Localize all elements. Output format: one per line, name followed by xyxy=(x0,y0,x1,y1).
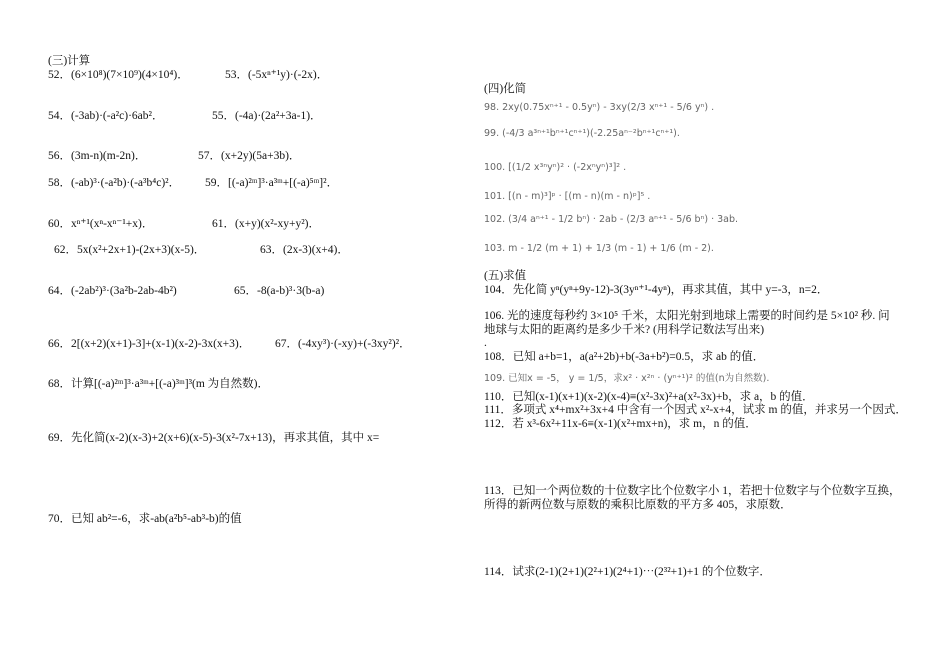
question-112: 112．若 x³-6x²+11x-6≡(x-1)(x²+mx+n)，求 m，n 的值． xyxy=(484,418,757,430)
question-57: 57．(x+2y)(5a+3b)． xyxy=(198,150,301,162)
question-109: 109. 已知x = -5， y = 1/5，求x² · x²ⁿ · (yⁿ⁺¹)² 的值(n为自然数). xyxy=(484,373,770,384)
question-64: 64．(-2ab²)³·(3a²b-2ab-4b²) xyxy=(48,285,177,297)
question-62: 62．5x(x²+2x+1)-(2x+3)(x-5)． xyxy=(54,244,206,256)
question-113-line1: 113．已知一个两位数的十位数字比个位数字小 1，若把十位数字与个位数字互换， xyxy=(484,485,901,497)
question-59: 59．[(-a)²ᵐ]³·a³ᵐ+[(-a)⁵ᵐ]²． xyxy=(205,177,339,189)
question-60: 60．xⁿ⁺¹(xⁿ-xⁿ⁻¹+x)． xyxy=(48,218,154,230)
question-108: 108．已知 a+b=1，a(a²+2b)+b(-3a+b²)=0.5，求 ab 的值． xyxy=(484,351,765,363)
separator-dot: . xyxy=(484,337,487,349)
section-heading-calc: (三)计算 xyxy=(48,55,91,67)
question-113-line2: 所得的新两位数与原数的乘积比原数的平方多 405，求原数． xyxy=(484,499,792,511)
question-110: 110．已知(x-1)(x+1)(x-2)(x-4)≡(x²-3x)²+a(x²-3x)+b，求 a，b 的值． xyxy=(484,391,814,403)
question-61: 61．(x+y)(x²-xy+y²)． xyxy=(212,218,321,230)
question-98: 98. 2xy(0.75xⁿ⁺¹ - 0.5yⁿ) - 3xy(2/3 xⁿ⁺¹ - 5/6 yⁿ) . xyxy=(484,102,715,113)
question-54: 54．(-3ab)·(-a²c)·6ab²． xyxy=(48,110,164,122)
question-104: 104．先化简 yⁿ(yⁿ+9y-12)-3(3yⁿ⁺¹-4yⁿ)，再求其值，其中 y=-3，n=2． xyxy=(484,284,829,296)
question-101: 101. [(n - m)³]ᵖ · [(m - n)(m - n)ᵖ]⁵ . xyxy=(484,191,651,202)
section-heading-evaluate: (五)求值 xyxy=(484,270,527,282)
question-56: 56．(3m-n)(m-2n)． xyxy=(48,150,147,162)
question-70: 70．已知 ab²=-6，求-ab(a²b⁵-ab³-b)的值 xyxy=(48,513,242,525)
question-99: 99. (-4/3 a³ⁿ⁺¹bⁿ⁺¹cⁿ⁺¹)(-2.25aⁿ⁻²bⁿ⁺¹cⁿ⁺¹). xyxy=(484,128,680,139)
question-55: 55．(-4a)·(2a²+3a-1)． xyxy=(212,110,322,122)
section-heading-simplify: (四)化简 xyxy=(484,83,527,95)
question-52: 52．(6×10⁸)(7×10⁹)(4×10⁴)． xyxy=(48,69,189,81)
question-114: 114．试求(2-1)(2+1)(2²+1)(2⁴+1)⋯(2³²+1)+1 的个位数字． xyxy=(484,566,771,578)
question-69: 69．先化简(x-2)(x-3)+2(x+6)(x-5)-3(x²-7x+13)，再求其值，其中 x= xyxy=(48,432,380,444)
question-68: 68．计算[(-a)²ᵐ]³·a³ᵐ+[(-a)³ᵐ]³(m 为自然数)． xyxy=(48,378,270,390)
question-63: 63．(2x-3)(x+4)． xyxy=(260,244,349,256)
question-102: 102. (3/4 aⁿ⁺¹ - 1/2 bⁿ) · 2ab - (2/3 aⁿ⁺¹ - 5/6 bⁿ) · 3ab. xyxy=(484,214,739,225)
question-53: 53．(-5xⁿ⁺¹y)·(-2x)． xyxy=(225,69,329,81)
question-106-line2: 地球与太阳的距离约是多少千米? (用科学记数法写出来) xyxy=(484,324,765,336)
question-58: 58．(-ab)³·(-a²b)·(-a³b⁴c)²． xyxy=(48,177,181,189)
question-103: 103. m - 1/2 (m + 1) + 1/3 (m - 1) + 1/6 (m - 2). xyxy=(484,243,714,254)
question-111: 111．多项式 x⁴+mx²+3x+4 中含有一个因式 x²-x+4，试求 m 的值，并求另一个因式． xyxy=(484,404,907,416)
question-65: 65．-8(a-b)³·3(b-a) xyxy=(234,285,325,297)
question-106-line1: 106. 光的速度每秒约 3×10⁵ 千米，太阳光射到地球上需要的时间约是 5×10² 秒. 问 xyxy=(484,310,890,322)
question-67: 67．(-4xy³)·(-xy)+(-3xy²)²． xyxy=(275,338,411,350)
question-100: 100. [(1/2 x³ⁿyⁿ)² · (-2xⁿyⁿ)³]² . xyxy=(484,162,627,173)
question-66: 66．2[(x+2)(x+1)-3]+(x-1)(x-2)-3x(x+3)． xyxy=(48,338,251,350)
